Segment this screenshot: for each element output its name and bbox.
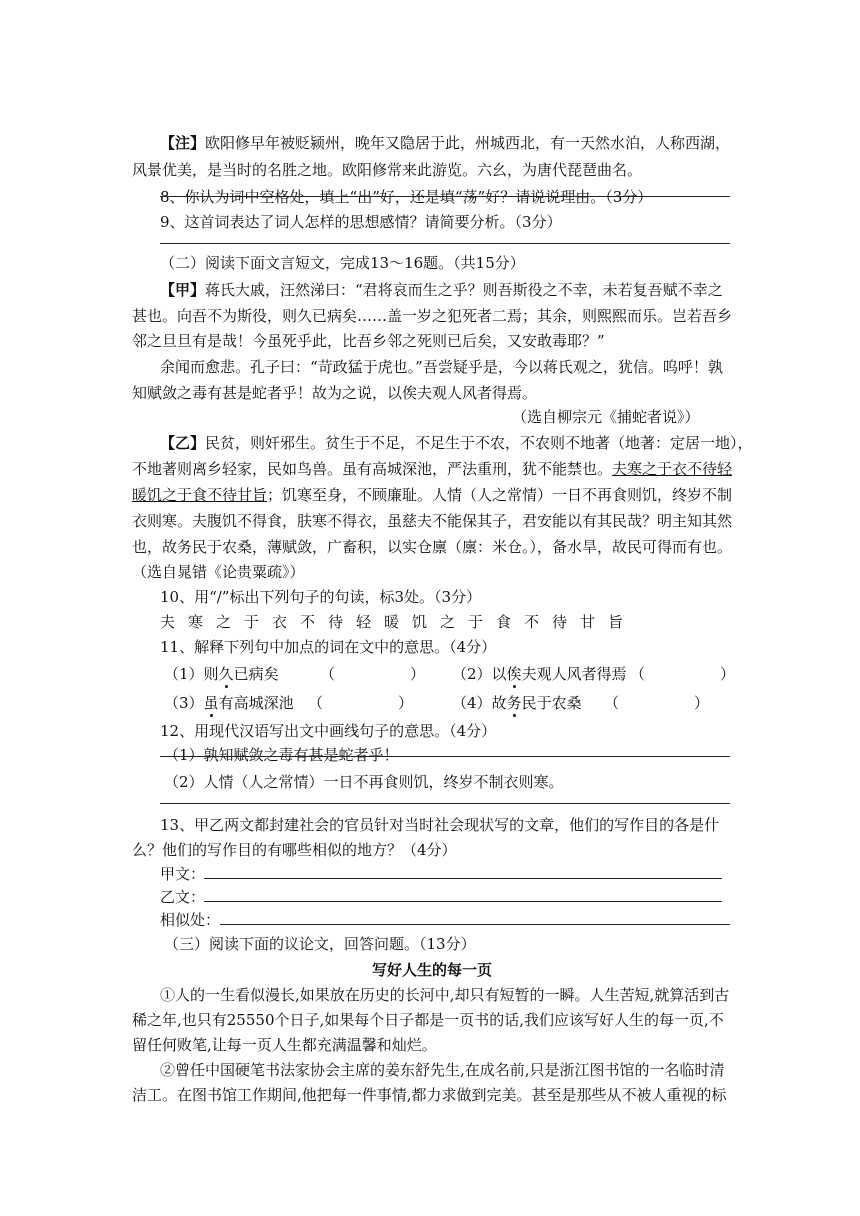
q11-blank-1[interactable]: （ ） [320,665,426,683]
q11-text: 11、解释下列句中加点的词在文中的意思。（4分） [160,638,497,656]
q13-jia-label: 甲文： [160,865,206,883]
q11-item-1: （1）则久已病矣 [164,665,279,683]
q12-sub-2: （2）人情（人之常情）一日不再食则饥，终岁不制衣则寒。 [164,773,564,791]
yi-line-2: 不地著则离乡轻家，民如鸟兽。虽有高城深池，严法重刑，犹不能禁也。夫寒之于衣不待轻 [132,460,733,478]
q13-line-2: 么？他们的写作目的有哪些相似的地方？（4分） [132,841,457,859]
section2-heading: （二）阅读下面文言短文，完成13～16题。（共15分） [160,254,525,272]
q12-text: 12、用现代汉语写出文中画线句子的意思。（4分） [160,722,497,740]
q11-blank-2[interactable]: （ ） [630,665,736,683]
q8-answer-line[interactable] [160,196,730,197]
note-line-1: 【注】欧阳修早年被贬颍州，晚年又隐居于此，州城西北，有一天然水泊，人称西湖， [160,134,731,152]
q13-jia-answer-line[interactable] [204,878,722,879]
essay-p1-line-2: 稀之年,也只有25550个日子,如果每个日子都是一页书的话,我们应该写好人生的每一页,不 [132,1011,724,1029]
q13-sim-answer-line[interactable] [220,924,730,925]
note-line-2: 风景优美，是当时的名胜之地。欧阳修常来此游览。六幺，为唐代琵琶曲名。 [132,161,643,179]
dotted-word: 久 [218,665,234,683]
q11-blank-3[interactable]: （ ） [308,694,414,712]
dotted-word: 务 [506,694,522,712]
q11-item-3: （3）虽有高城深池 [164,694,294,712]
q13-yi-label: 乙文： [160,888,206,906]
yi-line-3: 暖饥之于食不待甘旨；饥寒至身，不顾廉耻。人情（人之常情）一日不再食则饥，终岁不制 [132,486,733,504]
q13-sim-label: 相似处： [160,911,221,929]
yi-tag: 【乙】 [160,434,206,452]
dotted-word: 俟 [506,665,522,683]
q10-sentence: 夫寒之于衣不待轻暖饥之于食不待甘旨 [160,613,637,631]
essay-p2-line-1: ②曾任中国硬笔书法家协会主席的姜东舒先生,在成名前,只是浙江图书馆的一名临时清 [160,1061,725,1079]
yi-underlined-sentence-a: 夫寒之于衣不待轻 [612,460,733,478]
q9-answer-line[interactable] [160,243,730,244]
yi-line-5: 也，故务民于农桑，薄赋敛，广畜积，以实仓廪（廪：米仓。），备水旱，故民可得而有也。 [132,538,733,556]
q9-text: 9、这首词表达了词人怎样的思想感情？请简要分析。（3分） [160,213,562,231]
jia-source: （选自柳宗元《捕蛇者说》） [512,408,700,426]
yi-source: （选自晁错《论贵粟疏》） [132,563,305,581]
q11-blank-4[interactable]: （ ） [604,694,710,712]
jia-line-5: 知赋敛之毒有甚是蛇者乎！故为之说，以俟夫观人风者得焉。 [132,384,538,402]
yi-line-4: 衣则寒。夫腹饥不得食，肤寒不得衣，虽慈夫不能保其子，君安能以有其民哉？明主知其然 [132,512,733,530]
jia-tag: 【甲】 [160,281,206,299]
essay-p1-line-1: ①人的一生看似漫长,如果放在历史的长河中,却只有短暂的一瞬。人生苦短,就算活到古 [160,986,730,1004]
jia-line-1: 【甲】蒋氏大戚，汪然涕曰：“君将哀而生之乎？则吾斯役之不幸，未若复吾赋不幸之 [160,281,723,299]
dotted-word: 虽 [203,694,219,712]
q12-1-answer-line[interactable] [160,756,730,757]
essay-title: 写好人生的每一页 [372,961,493,979]
q13-yi-answer-line[interactable] [204,901,722,902]
essay-p1-line-3: 留任何败笔,让每一页人生都充满温馨和灿烂。 [132,1036,437,1054]
section3-heading: （三）阅读下面的议论文，回答问题。（13分） [164,935,476,953]
q11-item-4: （4）故务民于农桑 [452,694,582,712]
q13-line-1: 13、甲乙两文都封建社会的官员针对当时社会现状写的文章，他们的写作目的各是什 [160,816,720,834]
q8-text: 8、你认为词中空格处，填上“出”好，还是填“荡”好？请说说理由。（3分） [160,188,653,206]
q11-item-2: （2）以俟夫观人风者得焉 [452,665,627,683]
essay-p2-line-2: 洁工。在图书馆工作期间,他把每一件事情,都力求做到完美。甚至是那些从不被人重视的标 [132,1086,727,1104]
jia-line-4: 余闻而愈悲。孔子曰：“苛政猛于虎也。”吾尝疑乎是，今以蒋氏观之，犹信。呜呼！孰 [160,358,723,376]
jia-line-3: 邻之旦旦有是哉！今虽死乎此，比吾乡邻之死则已后矣，又安敢毒耶？” [132,332,605,350]
jia-line-2: 甚也。向吾不为斯役，则久已病矣……盖一岁之犯死者二焉；其余，则熙熙而乐。岂若吾乡 [132,307,733,325]
q12-2-answer-line[interactable] [160,803,730,804]
q12-sub-1: （1）孰知赋敛之毒有甚是蛇者乎！ [164,746,399,764]
q10-text: 10、用“/”标出下列句子的句读，标3处。（3分） [160,588,482,606]
note-tag: 【注】 [160,134,206,152]
yi-underlined-sentence-b: 暖饥之于食不待甘旨 [132,486,268,504]
yi-line-1: 【乙】民贫，则奸邪生。贫生于不足，不足生于不农，不农则不地著（地著：定居一地）， [160,434,753,452]
